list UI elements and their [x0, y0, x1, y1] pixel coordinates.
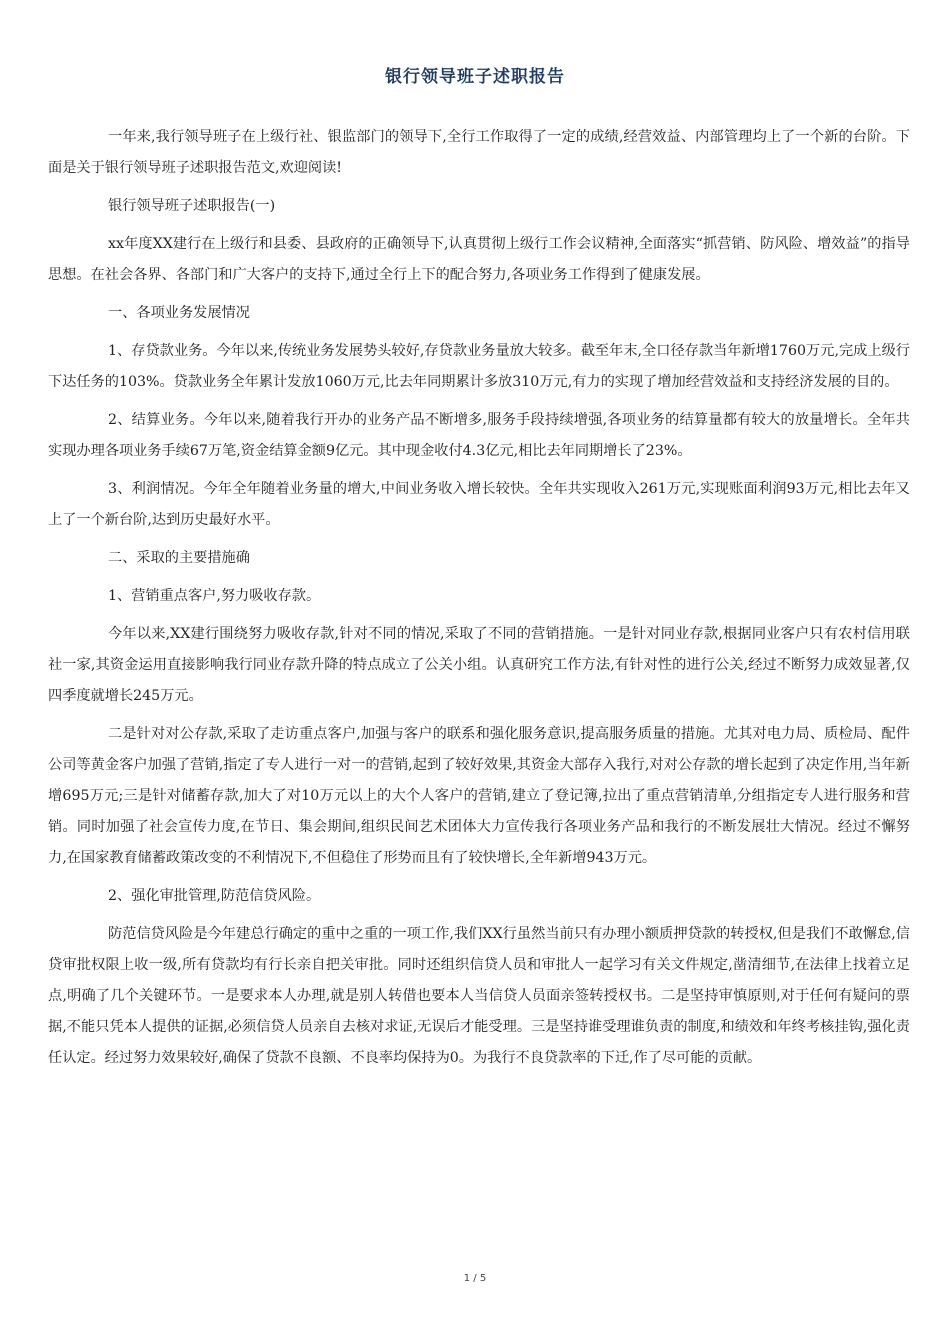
paragraph: xx年度XX建行在上级行和县委、县政府的正确领导下,认真贯彻上级行工作会议精神,全面落实“抓营销、防风险、增效益”的指导思想。在社会各界、各部门和广大客户的支持下,通过全行上下的配合努力,各项业务工作得到了健康发展。	[48, 236, 910, 283]
paragraph: 二是针对对公存款,采取了走访重点客户,加强与客户的联系和强化服务意识,提高服务质量的措施。尤其对电力局、质检局、配件公司等黄金客户加强了营销,指定了专人进行一对一的营销,起到了较好效果,其资金大部存入我行,对对公存款的增长起到了决定作用,当年新增695万元;三是针对储蓄存款,加大了对10万元以上的大个人客户的营销,建立了登记簿,拉出了重点营销清单,分组指定专人进行服务和营销。同时加强了社会宣传力度,在节日、集会期间,组织民间艺术团体大力宣传我行各项业务产品和我行的不断发展壮大情况。经过不懈努力,在国家教育储蓄政策改变的不利情况下,不但稳住了形势而且有了较快增长,全年新增943万元。	[48, 726, 910, 866]
paragraph: 2、结算业务。今年以来,随着我行开办的业务产品不断增多,服务手段持续增强,各项业务的结算量都有较大的放量增长。全年共实现办理各项业务手续67万笔,资金结算金额9亿元。其中现金收付4.3亿元,相比去年同期增长了23%。	[48, 412, 910, 459]
subsection-heading: 1、营销重点客户,努力吸收存款。	[108, 588, 321, 604]
section-heading: 银行领导班子述职报告(一)	[108, 198, 276, 214]
page-indicator: 1 / 5	[463, 1273, 487, 1284]
section-heading: 二、采取的主要措施确	[108, 550, 250, 566]
paragraph-intro: 一年来,我行领导班子在上级行社、银监部门的领导下,全行工作取得了一定的成绩,经营效益、内部管理均上了一个新的台阶。下面是关于银行领导班子述职报告范文,欢迎阅读!	[48, 129, 910, 176]
paragraph: 1、存贷款业务。今年以来,传统业务发展势头较好,存贷款业务量放大较多。截至年末,全口径存款当年新增1760万元,完成上级行下达任务的103%。贷款业务全年累计发放1060万元,比去年同期累计多放310万元,有力的实现了增加经营效益和支持经济发展的目的。	[48, 343, 910, 390]
paragraph: 今年以来,XX建行围绕努力吸收存款,针对不同的情况,采取了不同的营销措施。一是针对同业存款,根据同业客户只有农村信用联社一家,其资金运用直接影响我行同业存款升降的特点成立了公关小组。认真研究工作方法,有针对性的进行公关,经过不断努力成效显著,仅四季度就增长245万元。	[48, 626, 910, 704]
paragraph: 3、利润情况。今年全年随着业务量的增大,中间业务收入增长较快。全年共实现收入261万元,实现账面利润93万元,相比去年又上了一个新台阶,达到历史最好水平。	[48, 481, 910, 528]
document-title: 银行领导班子述职报告	[385, 67, 565, 87]
subsection-heading: 2、强化审批管理,防范信贷风险。	[108, 888, 321, 904]
paragraph: 防范信贷风险是今年建总行确定的重中之重的一项工作,我们XX行虽然当前只有办理小额质押贷款的转授权,但是我们不敢懈怠,信贷审批权限上收一级,所有贷款均有行长亲自把关审批。同时还组织信贷人员和审批人一起学习有关文件规定,凿清细节,在法律上找着立足点,明确了几个关键环节。一是要求本人办理,就是别人转借也要本人当信贷人员面亲签转授权书。二是坚持审慎原则,对于任何有疑问的票据,不能只凭本人提供的证据,必须信贷人员亲自去核对求证,无误后才能受理。三是坚持谁受理谁负责的制度,和绩效和年终考核挂钩,强化责任认定。经过努力效果较好,确保了贷款不良额、不良率均保持为0。为我行不良贷款率的下迁,作了尽可能的贡献。	[48, 926, 910, 1066]
document-body	[48, 122, 910, 1081]
section-heading: 一、各项业务发展情况	[108, 305, 250, 321]
